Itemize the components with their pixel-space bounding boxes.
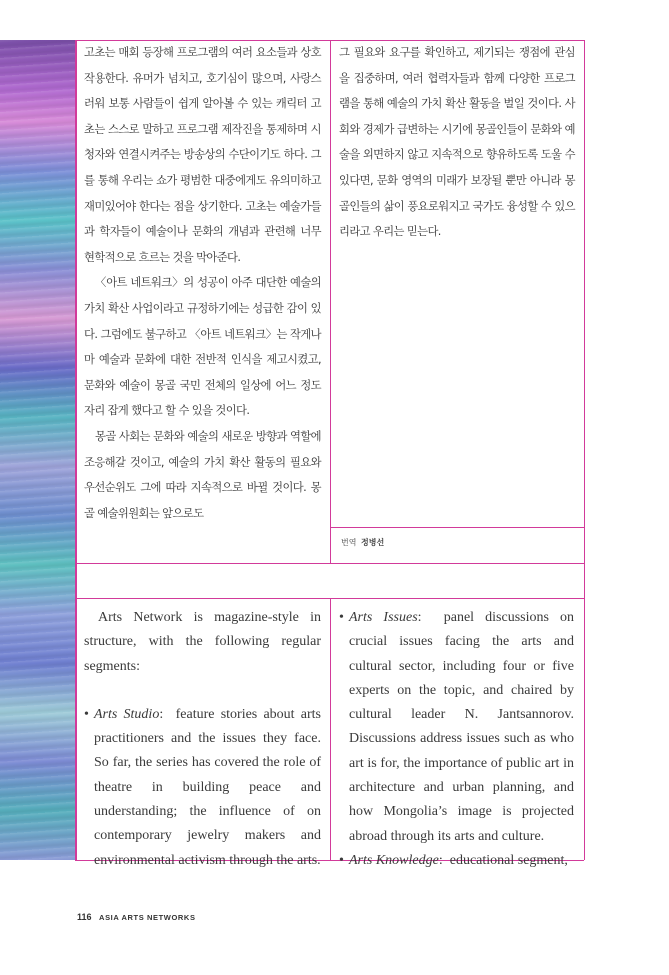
segment-term: Arts Issues (349, 610, 418, 625)
credit-rule (330, 527, 584, 528)
english-right-column (339, 606, 574, 873)
korean-paragraph: 〈아트 네트워크〉의 성공이 아주 대단한 예술의 가치 확산 사업이라고 규정하기에는 성급한 감이 있다. 그럼에도 불구하고 〈아트 네트워크〉는 작게나마 예술과 문화에 대한 전반적 인식을 제고시켰고, 문화와 예술이 몽골 국민 전체의 일상에 어느 정도 자리 잡게 했다고 할 수 있을 것이다. (84, 276, 321, 418)
decorative-gradient-stripe (0, 40, 77, 860)
credit-name: 정병선 (361, 538, 385, 547)
bullet-icon: • (84, 706, 89, 722)
segment-text: educational segment, (449, 852, 568, 868)
page-footer (77, 912, 196, 922)
series-title: ASIA ARTS NETWORKS (99, 913, 196, 922)
segment-item (339, 849, 574, 873)
segment-item (339, 606, 574, 849)
korean-paragraph: 고초는 매회 등장해 프로그램의 여러 요소들과 상호작용한다. 유머가 넘치고, 호기심이 많으며, 사랑스러워 보통 사람들이 쉽게 알아볼 수 있는 캐릭터 고초는 스스로 말하고 프로그램 제작진을 통제하며 시청자와 연결시켜주는 방송상의 수단이기도 하다. 그를 통해 우리는 쇼가 평범한 대중에게도 유의미하고 재미있어야 한다는 점을 상기한다. 고초는 예술가들과 학자들이 예술이나 문화의 개념과 관련해 너무 현학적으로 흐르는 것을 막아준다. (84, 46, 321, 264)
column-divider-top (330, 40, 331, 563)
column-divider-bottom (330, 598, 331, 860)
segment-separator: : (159, 706, 164, 722)
segment-text: panel discussions on crucial issues facing the arts and cultural sector, including four or five experts on the topic, and chaired by cultural leader N. Jantsannorov. Discussions address issues such as who art is for, the importance of public art in architecture and urban planning, and how Mongolia’s image is projected abroad through its arts and culture. (349, 610, 575, 844)
translator-credit (341, 537, 384, 548)
english-left-column (84, 606, 321, 873)
korean-left-column (84, 40, 321, 526)
segment-separator: : (417, 610, 422, 625)
page-number: 116 (77, 912, 92, 922)
korean-right-column (339, 40, 575, 245)
credit-label: 번역 (341, 538, 357, 547)
bullet-icon: • (339, 852, 344, 868)
right-frame-rule (584, 40, 585, 860)
bullet-icon: • (339, 610, 344, 625)
left-frame-rule (75, 40, 76, 860)
korean-paragraph: 그 필요와 요구를 확인하고, 제기되는 쟁점에 관심을 집중하며, 여러 협력자들과 함께 다양한 프로그램을 통해 예술의 가치 확산 활동을 벌일 것이다. 사회와 경제가 급변하는 시기에 몽골인들이 문화와 예술을 외면하지 않고 지속적으로 향유하도록 도울 수 있다면, 문화 영역의 미래가 보장될 뿐만 아니라 몽골인들의 삶이 풍요로워지고 국가도 융성할 수 있으리라고 우리는 믿는다. (339, 46, 575, 239)
korean-bottom-rule (75, 563, 584, 564)
english-intro: Arts Network is magazine-style in structure, with the following regular segments: (84, 610, 321, 674)
segment-term: Arts Studio (94, 706, 160, 722)
segment-term: Arts Knowledge (349, 852, 439, 868)
segment-separator: : (438, 852, 443, 868)
segment-text: feature stories about arts practitioners and the issues they face. So far, the series has covered the role of theatre in building peace and understanding; the influence of on contemporary jewelry makers and environmental activism through the arts. (94, 706, 321, 868)
korean-paragraph: 몽골 사회는 문화와 예술의 새로운 방향과 역할에 조응해갈 것이고, 예술의 가치 확산 활동의 필요와 우선순위도 그에 따라 지속적으로 바뀔 것이다. 몽골 예술위원회는 앞으로도 (84, 429, 321, 520)
segment-item (84, 703, 321, 873)
